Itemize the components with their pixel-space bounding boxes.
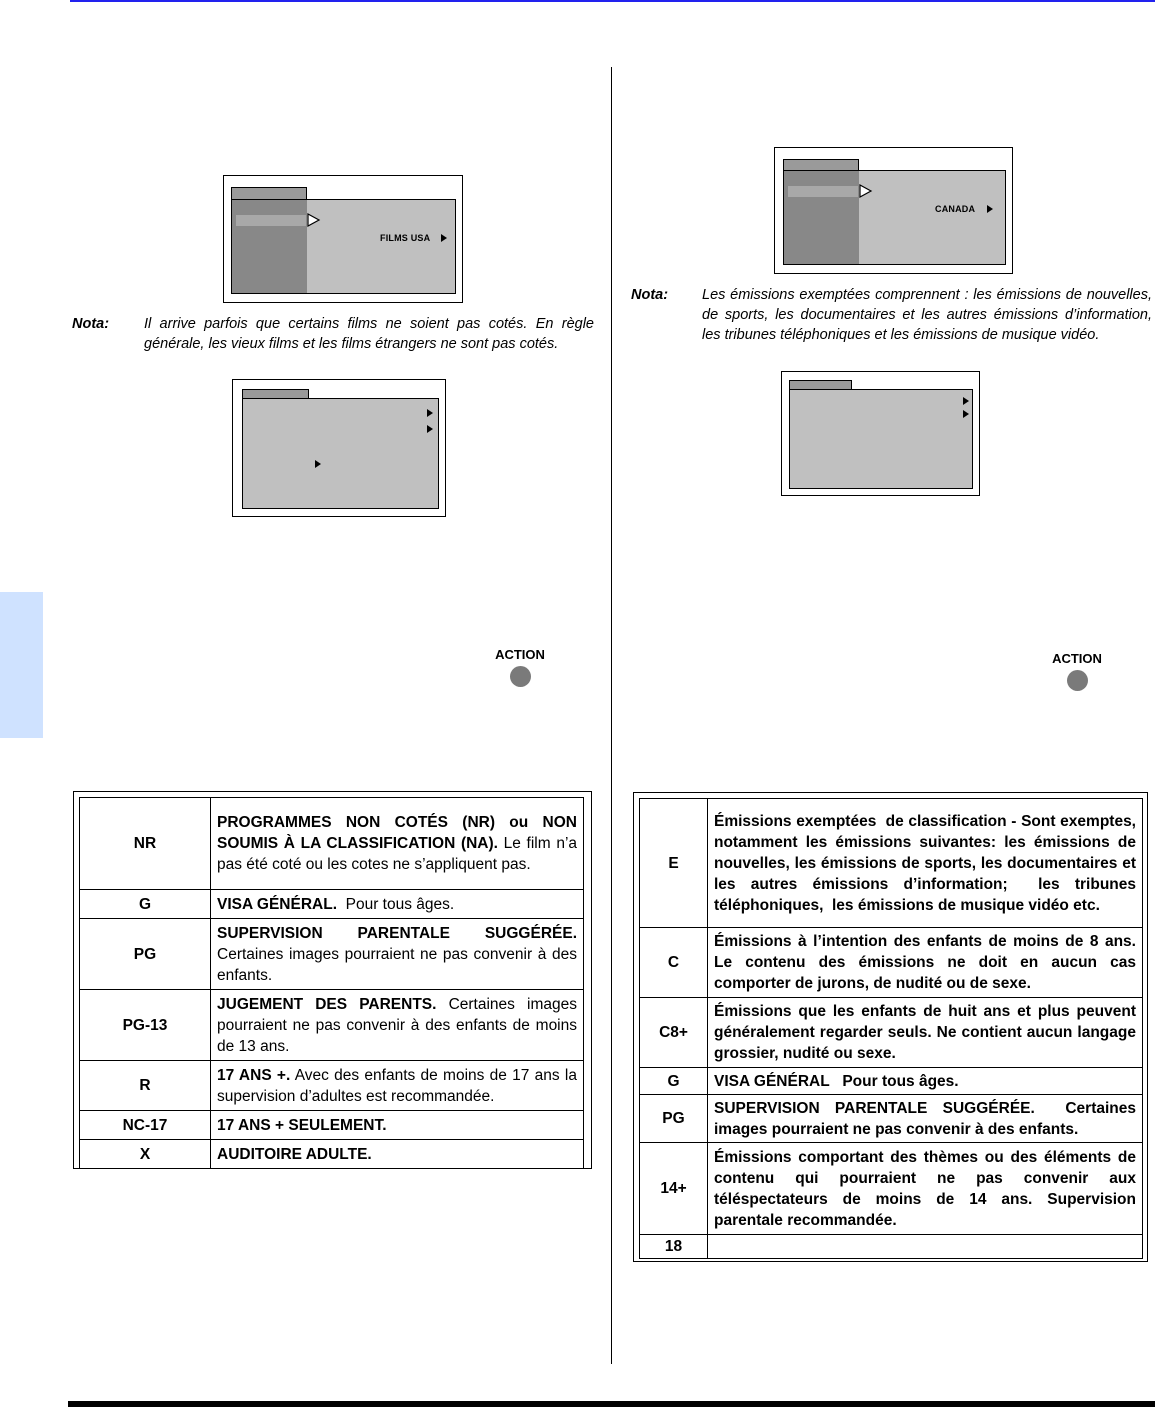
- rating-code: 14+: [640, 1143, 708, 1235]
- rating-description: [211, 890, 584, 919]
- rating-table-canada: [633, 792, 1148, 1262]
- rating-row: [640, 1235, 1143, 1259]
- menu-screen: [789, 389, 973, 489]
- rating-body: Le film n’a pas été coté ou les cotes ne s’appliquent pas.: [217, 835, 582, 873]
- arrow-right-icon: [963, 410, 969, 418]
- rating-description: Émissions à l’intention des enfants de moins de 8 ans. Le contenu des émissions ne doit en aucun cas comporter de jurons, de nudité ou de sexe.: [708, 928, 1143, 998]
- rating-code: E: [640, 799, 708, 928]
- action-label: ACTION: [1052, 651, 1102, 666]
- rating-table-usa: [73, 791, 592, 1169]
- rating-row: [640, 1068, 1143, 1095]
- rating-description: [211, 1061, 584, 1111]
- cursor-icon: [859, 184, 873, 198]
- rating-heading: 17 ANS +.: [217, 1066, 291, 1084]
- rating-code: 18: [640, 1235, 708, 1259]
- menu-diagram-ratings: [232, 379, 446, 517]
- rating-description: [211, 1111, 584, 1140]
- rating-description: [211, 990, 584, 1061]
- rating-heading: 17 ANS + SEULEMENT.: [217, 1116, 387, 1134]
- rating-description: [708, 1235, 1143, 1259]
- top-rule: [70, 0, 1155, 2]
- action-circle-icon: [510, 666, 531, 687]
- rating-description: [211, 1140, 584, 1169]
- note-right: [631, 285, 1152, 367]
- rating-row: [640, 928, 1143, 998]
- rating-body: Avec des enfants de moins de 17 ans la supervision d’adultes est recommandée.: [217, 1066, 582, 1105]
- rating-code: NC-17: [80, 1111, 211, 1140]
- rating-code: PG: [640, 1095, 708, 1143]
- rating-row: [80, 1111, 584, 1140]
- action-button[interactable]: [1045, 651, 1109, 691]
- rating-row: [80, 919, 584, 990]
- action-circle-icon: [1067, 670, 1088, 691]
- arrow-right-icon: [427, 425, 433, 433]
- menu-value: FILMS USA: [380, 233, 431, 243]
- rating-row: [80, 890, 584, 919]
- rating-body: Pour tous âges.: [337, 895, 455, 913]
- arrow-right-icon: [441, 234, 447, 242]
- bottom-rule: [68, 1401, 1155, 1407]
- action-button[interactable]: [490, 647, 550, 687]
- cursor-icon: [307, 213, 321, 227]
- rating-description: Émissions exemptées de classification - Sont exemptes, notamment les émissions suivantes: les émissions de nouvelles, les émissions de sports, les documentaires et les autres émissions d’information; les tribunes téléphoniques, les émissions de musique vidéo etc.: [708, 799, 1143, 928]
- rating-code: G: [80, 890, 211, 919]
- section-side-tab: [0, 592, 43, 738]
- rating-heading: JUGEMENT DES PARENTS.: [217, 995, 437, 1013]
- rating-code: PG: [80, 919, 211, 990]
- menu-screen: [231, 199, 456, 294]
- menu-highlight: [236, 215, 306, 226]
- note-label: Nota:: [631, 287, 669, 303]
- menu-diagram-canada-ratings: [781, 371, 980, 496]
- menu-highlight: [788, 186, 858, 197]
- rating-code: R: [80, 1061, 211, 1111]
- rating-heading: PROGRAMMES NON COTÉS (NR) ou NON SOUMIS À LA CLASSIFICATION (NA).: [217, 814, 577, 852]
- rating-heading: SUPERVISION PARENTALE SUGGÉRÉE.: [217, 924, 577, 942]
- note-text: Les émissions exemptées comprennent : les émissions de nouvelles, de sports, les documentaires et les autres émissions d’information, les tribunes téléphoniques et les émissions de musique vidéo.: [702, 287, 1152, 343]
- rating-code: NR: [80, 798, 211, 890]
- action-label: ACTION: [495, 647, 545, 662]
- rating-body: Certaines images pourraient ne pas convenir à des enfants.: [217, 924, 582, 984]
- note-text: Il arrive parfois que certains films ne soient pas cotés. En règle générale, les vieux films et les films étrangers ne sont pas cotés.: [144, 316, 594, 352]
- rating-row: [640, 799, 1143, 928]
- rating-description: SUPERVISION PARENTALE SUGGÉRÉE. Certaines images pourraient ne pas convenir à des enfants.: [708, 1095, 1143, 1143]
- rating-heading: VISA GÉNÉRAL.: [217, 895, 337, 913]
- menu-diagram-films-usa: [223, 175, 463, 303]
- menu-screen: [242, 398, 439, 509]
- rating-row: [80, 1140, 584, 1169]
- rating-row: [80, 1061, 584, 1111]
- rating-row: [640, 998, 1143, 1068]
- rating-row: [640, 1095, 1143, 1143]
- rating-heading: AUDITOIRE ADULTE.: [217, 1145, 372, 1163]
- rating-body: Certaines images pourraient ne pas convenir à des enfants de moins de 13 ans.: [217, 995, 582, 1055]
- rating-description: Émissions que les enfants de huit ans et plus peuvent généralement regarder seuls. Ne contient aucun langage grossier, nudité ou sexe.: [708, 998, 1143, 1068]
- rating-description: [211, 919, 584, 990]
- note-left: [72, 314, 594, 376]
- rating-code: PG-13: [80, 990, 211, 1061]
- rating-code: C: [640, 928, 708, 998]
- menu-screen: [783, 170, 1006, 265]
- arrow-right-icon: [427, 409, 433, 417]
- rating-row: [640, 1143, 1143, 1235]
- rating-description: [211, 798, 584, 890]
- arrow-right-icon: [963, 397, 969, 405]
- column-divider: [611, 67, 612, 1364]
- menu-diagram-canada: [774, 147, 1013, 274]
- arrow-right-icon: [987, 205, 993, 213]
- arrow-right-icon: [315, 460, 321, 468]
- rating-code: G: [640, 1068, 708, 1095]
- rating-description: VISA GÉNÉRAL Pour tous âges.: [708, 1068, 1143, 1095]
- menu-value: CANADA: [935, 204, 976, 214]
- rating-code: X: [80, 1140, 211, 1169]
- rating-row: [80, 990, 584, 1061]
- rating-description: Émissions comportant des thèmes ou des éléments de contenu qui pourraient ne pas convenir aux téléspectateurs de moins de 14 ans. Supervision parentale recommandée.: [708, 1143, 1143, 1235]
- rating-row: [80, 798, 584, 890]
- rating-code: C8+: [640, 998, 708, 1068]
- note-label: Nota:: [72, 316, 110, 332]
